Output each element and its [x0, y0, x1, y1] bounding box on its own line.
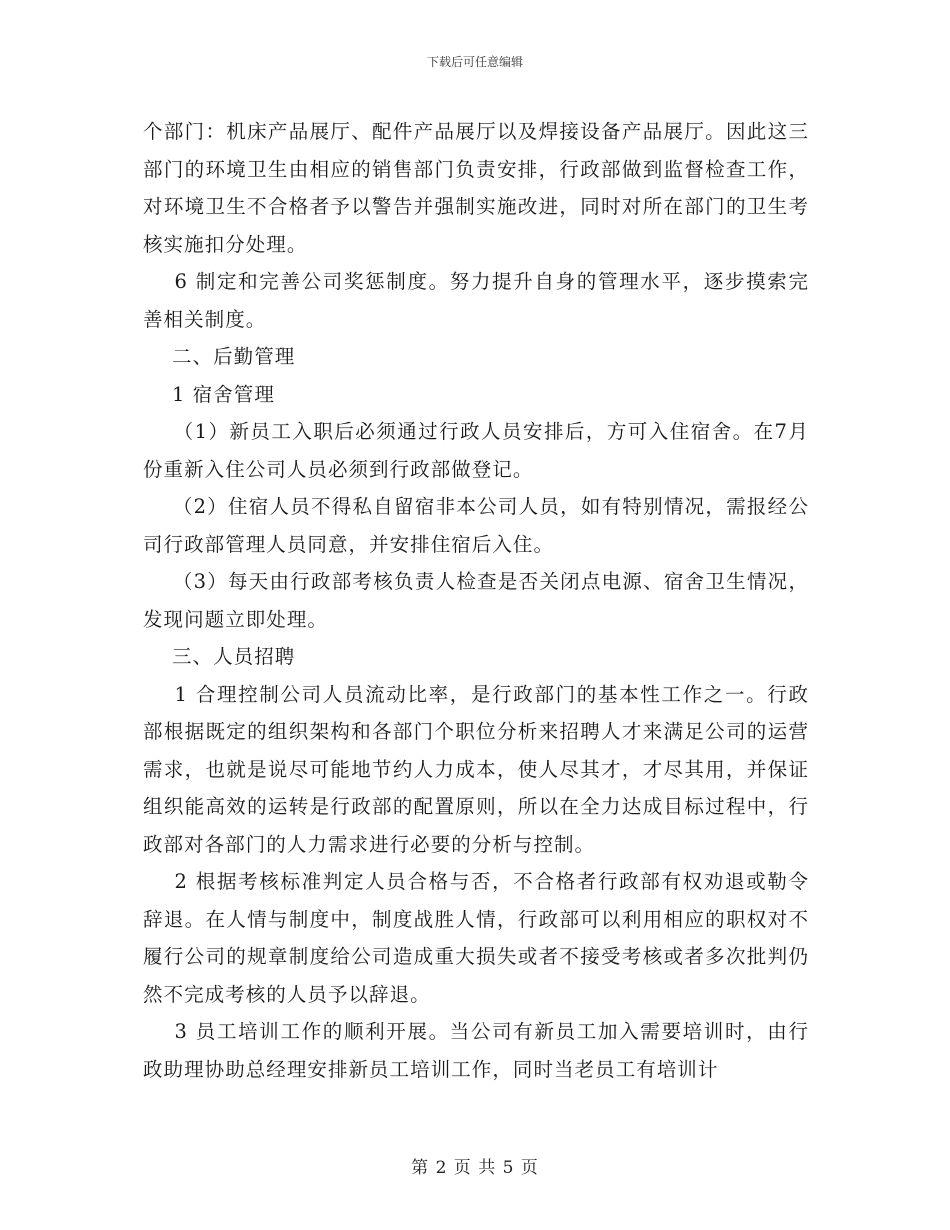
paragraph-1: 个部门：机床产品展厅、配件产品展厅以及焊接设备产品展厅。因此这三部门的环境卫生由相应的销售部门负责安排，行政部做到监督检查工作，对环境卫生不合格者予以警告并强制实施改进，同时对所在部门的卫生考核实施扣分处理。: [143, 120, 809, 256]
paragraph-dorm-2: （2）住宿人员不得私自留宿非本公司人员，如有特别情况，需报经公司行政部管理人员同意，并安排住宿后入住。: [143, 495, 809, 556]
page-number-footer: 第 2 页 共 5 页: [411, 1158, 539, 1178]
document-body: [143, 113, 809, 1088]
paragraph-recruit-2: 2 根据考核标准判定人员合格与否，不合格者行政部有权劝退或勒令辞退。在人情与制度中，制度战胜人情，行政部可以利用相应的职权对不履行公司的规章制度给公司造成重大损失或者不接受考核或者多次批判仍然不完成考核的人员予以辞退。: [143, 870, 810, 1006]
page-header: 下载后可任意编辑: [426, 55, 523, 69]
paragraph-2: 6 制定和完善公司奖惩制度。努力提升自身的管理水平，逐步摸索完善相关制度。: [143, 270, 810, 331]
paragraph-dorm-3: （3）每天由行政部考核负责人检查是否关闭点电源、宿舍卫生情况，发现问题立即处理。: [143, 570, 809, 631]
paragraph-recruit-3: 3 员工培训工作的顺利开展。当公司有新员工加入需要培训时，由行政助理协助总经理安排新员工培训工作，同时当老员工有培训计: [143, 1020, 810, 1081]
subsection-heading-dormitory: 1 宿舍管理: [143, 382, 275, 406]
paragraph-dorm-1: （1）新员工入职后必须通过行政人员安排后，方可入住宿舍。在7月份重新入住公司人员必须到行政部做登记。: [143, 420, 809, 481]
paragraph-recruit-1: 1 合理控制公司人员流动比率，是行政部门的基本性工作之一。行政部根据既定的组织架构和各部门个职位分析来招聘人才来满足公司的运营需求，也就是说尽可能地节约人力成本，使人尽其才，才尽其用，并保证组织能高效的运转是行政部的配置原则，所以在全力达成目标过程中，行政部对各部门的人力需求进行必要的分析与控制。: [143, 682, 810, 856]
section-heading-recruitment: 三、人员招聘: [143, 645, 296, 668]
section-heading-logistics: 二、后勤管理: [143, 345, 296, 368]
